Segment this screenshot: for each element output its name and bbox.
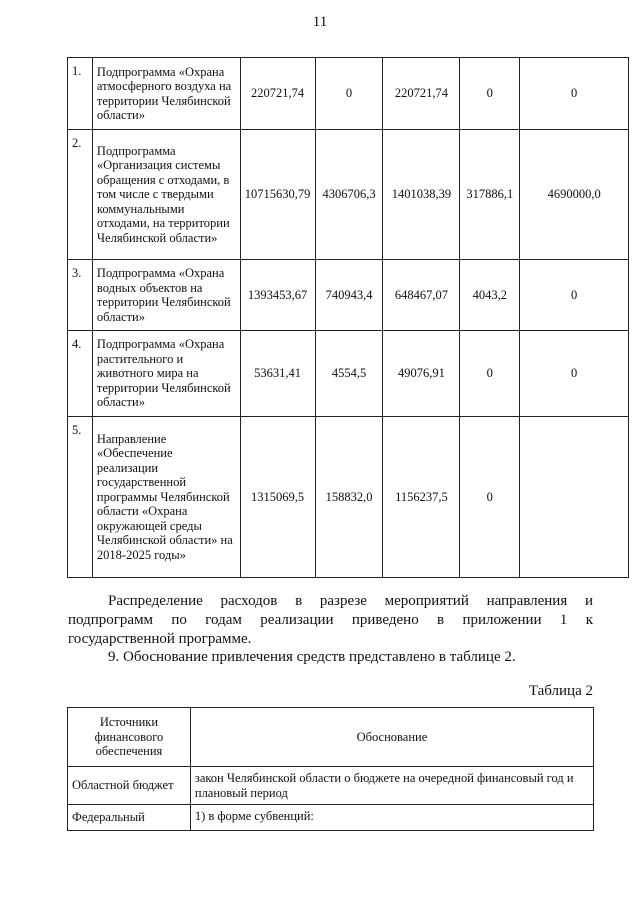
paragraph-justification: 9. Обоснование привлечения средств представлено в таблице 2. xyxy=(108,649,516,665)
value-cell: 0 xyxy=(460,58,520,130)
value-cell: 10715630,79 xyxy=(240,130,315,260)
row-number: 4. xyxy=(68,331,93,417)
value-cell: 1401038,39 xyxy=(383,130,460,260)
value-cell: 0 xyxy=(520,260,629,331)
source-cell: Областной бюджет xyxy=(68,767,191,805)
header-source: Источники финансового обеспечения xyxy=(68,708,191,767)
row-name: Подпрограмма «Охрана водных объектов на территории Челябинской области» xyxy=(92,260,240,331)
table-row xyxy=(68,767,594,805)
value-cell: 4043,2 xyxy=(460,260,520,331)
value-cell: 0 xyxy=(520,58,629,130)
paragraph-distribution: Распределение расходов в разрезе мероприятий направления и подпрограмм по годам реализации приведено в приложении 1 к xyxy=(68,593,593,628)
row-name: Подпрограмма «Организация системы обращения с отходами, в том числе с твердыми коммунальными отходами, на территории Челябинской области» xyxy=(92,130,240,260)
table2-caption: Таблица 2 xyxy=(528,683,593,699)
row-name: Подпрограмма «Охрана растительного и животного мира на территории Челябинской области» xyxy=(92,331,240,417)
row-number: 5. xyxy=(68,417,93,578)
value-cell: 0 xyxy=(460,331,520,417)
row-number: 2. xyxy=(68,130,93,260)
value-cell: 4554,5 xyxy=(315,331,383,417)
table-header-row xyxy=(68,708,594,767)
basis-cell: 1) в форме субвенций: xyxy=(190,805,593,831)
value-cell: 0 xyxy=(315,58,383,130)
value-cell: 53631,41 xyxy=(240,331,315,417)
value-cell: 158832,0 xyxy=(315,417,383,578)
funding-sources-table xyxy=(67,707,594,831)
paragraph-distribution-end: государственной программе. xyxy=(68,631,252,647)
value-cell: 49076,91 xyxy=(383,331,460,417)
value-cell: 648467,07 xyxy=(383,260,460,331)
table-row xyxy=(68,130,629,260)
value-cell: 1393453,67 xyxy=(240,260,315,331)
value-cell: 1315069,5 xyxy=(240,417,315,578)
value-cell: 0 xyxy=(460,417,520,578)
header-basis: Обоснование xyxy=(190,708,593,767)
expenses-table xyxy=(67,57,629,578)
table-row xyxy=(68,58,629,130)
value-cell: 740943,4 xyxy=(315,260,383,331)
value-cell: 220721,74 xyxy=(383,58,460,130)
value-cell: 0 xyxy=(520,331,629,417)
value-cell: 4690000,0 xyxy=(520,130,629,260)
value-cell: 4306706,3 xyxy=(315,130,383,260)
value-cell xyxy=(520,417,629,578)
row-number: 1. xyxy=(68,58,93,130)
row-number: 3. xyxy=(68,260,93,331)
row-name: Направление «Обеспечение реализации государственной программы Челябинской области «Охрана окружающей среды Челябинской области» на 2018-2025 годы» xyxy=(92,417,240,578)
table-row xyxy=(68,331,629,417)
source-cell: Федеральный xyxy=(68,805,191,831)
value-cell: 1156237,5 xyxy=(383,417,460,578)
table-row xyxy=(68,260,629,331)
value-cell: 317886,1 xyxy=(460,130,520,260)
row-name: Подпрограмма «Охрана атмосферного воздуха на территории Челябинской области» xyxy=(92,58,240,130)
basis-cell: закон Челябинской области о бюджете на очередной финансовый год и плановый период xyxy=(190,767,593,805)
table-row xyxy=(68,805,594,831)
table-row xyxy=(68,417,629,578)
value-cell: 220721,74 xyxy=(240,58,315,130)
page-number: 11 xyxy=(312,14,328,30)
